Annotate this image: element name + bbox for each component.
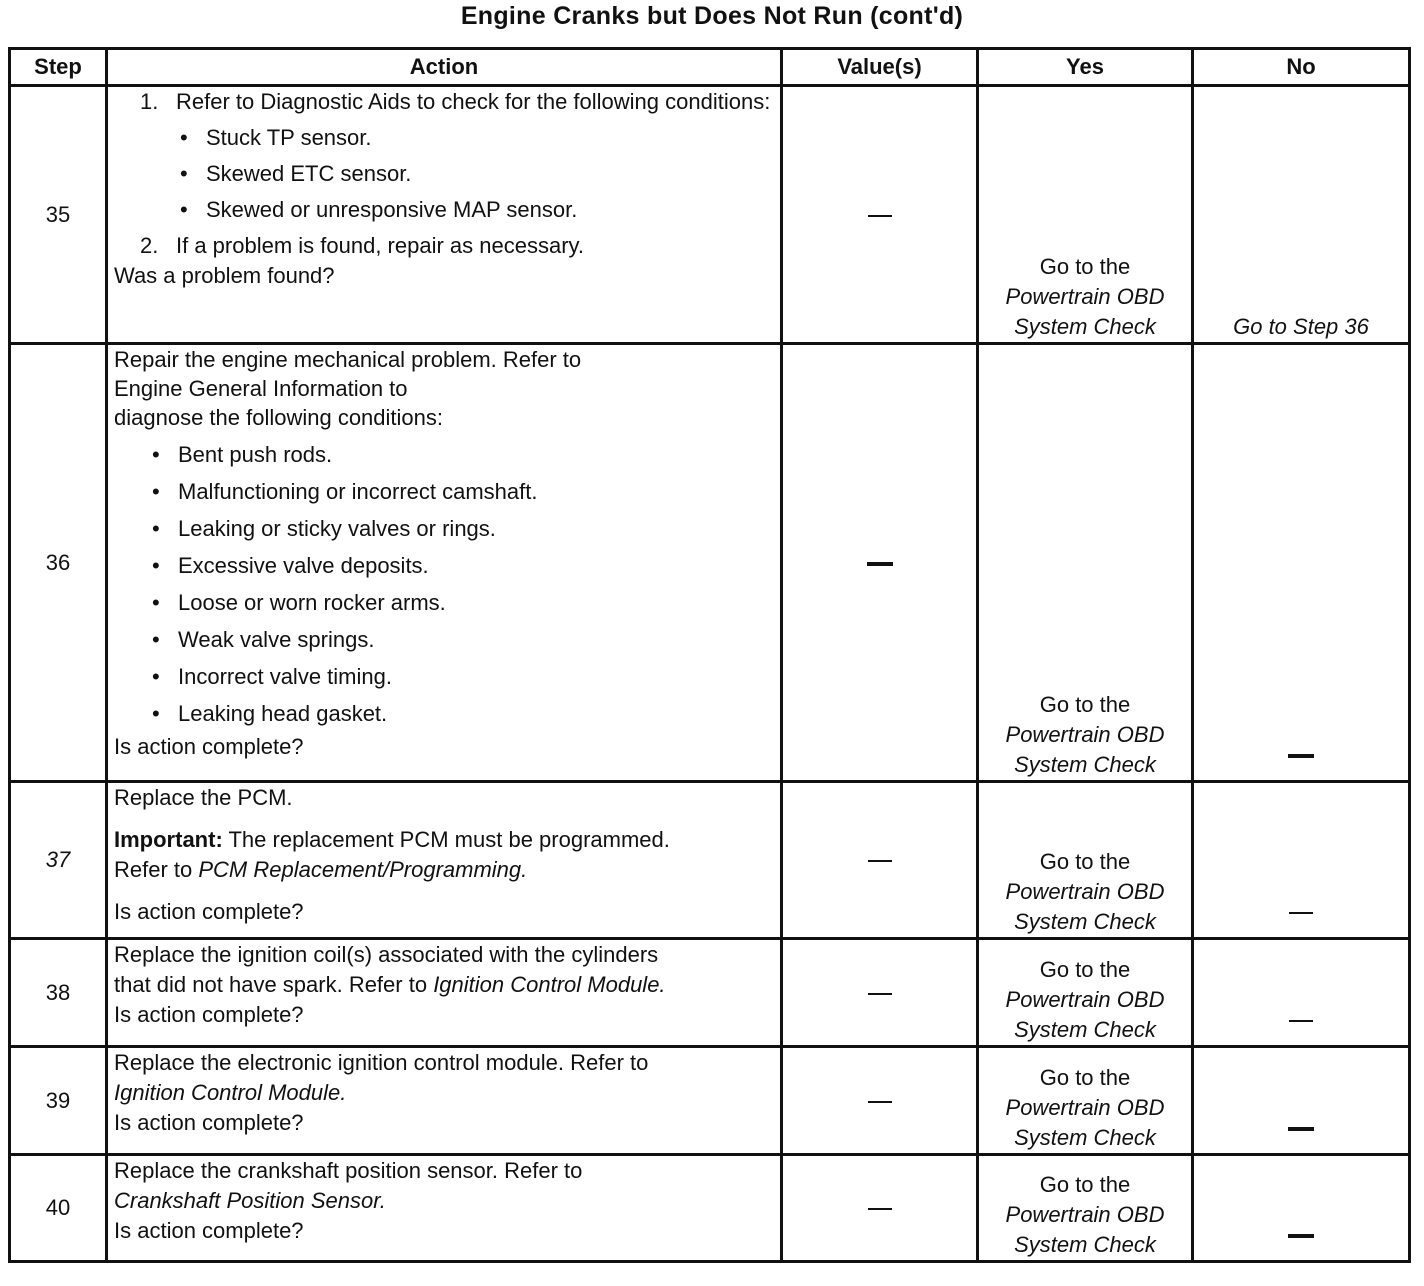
yes-line-3: System Check	[1014, 314, 1156, 339]
bullet-icon: •	[152, 701, 160, 726]
yes-line-1: Go to the	[1039, 957, 1131, 982]
important-text: The replacement PCM must be programmed.	[222, 827, 670, 852]
reference-link: Ignition Control Module.	[114, 1080, 347, 1105]
reference-link: Ignition Control Module.	[433, 972, 666, 997]
yes-line-3: System Check	[1014, 1232, 1156, 1257]
yes-line-2: Powertrain OBD	[1005, 284, 1165, 309]
bullet-icon: •	[180, 197, 188, 222]
yes-line-2: Powertrain OBD	[1005, 879, 1165, 904]
yes-cell	[978, 939, 1193, 1047]
list-item	[114, 123, 774, 153]
list-item	[114, 699, 774, 728]
yes-line-2: Powertrain OBD	[1005, 987, 1165, 1012]
yes-line-3: System Check	[1014, 909, 1156, 934]
yes-cell	[978, 1155, 1193, 1262]
header-action: Action	[107, 49, 782, 86]
table-row	[10, 86, 1410, 344]
action-cell	[107, 1047, 782, 1155]
yes-line-2: Powertrain OBD	[1005, 722, 1165, 747]
list-item	[114, 662, 774, 691]
header-row	[10, 49, 1410, 86]
item-text: If a problem is found, repair as necessary.	[176, 233, 585, 258]
question-text: Is action complete?	[114, 899, 304, 924]
table-row	[10, 344, 1410, 782]
question-text: Is action complete?	[114, 1218, 304, 1243]
bullet-icon: •	[180, 125, 188, 150]
numbered-item	[114, 231, 774, 261]
action-cell	[107, 939, 782, 1047]
bullet-icon: •	[152, 664, 160, 689]
bullet-icon: •	[152, 516, 160, 541]
yes-line-1: Go to the	[1039, 849, 1131, 874]
bullet-icon: •	[152, 627, 160, 652]
important-label: Important:	[114, 827, 223, 852]
diagnostic-table	[8, 47, 1411, 1263]
intro-line-3: diagnose the following conditions:	[114, 405, 444, 430]
bullet-text: Malfunctioning or incorrect camshaft.	[178, 479, 538, 504]
header-no: No	[1193, 49, 1410, 86]
no-goto-step: Go to Step 36	[1233, 314, 1369, 339]
dash-mark	[868, 1208, 892, 1210]
no-cell	[1193, 939, 1410, 1047]
list-item	[114, 440, 774, 469]
intro-line-1: Repair the engine mechanical problem. Refer to	[114, 347, 582, 372]
bullet-text: Leaking or sticky valves or rings.	[178, 516, 496, 541]
bullet-icon: •	[152, 553, 160, 578]
list-item	[114, 159, 774, 189]
yes-line-2: Powertrain OBD	[1005, 1095, 1165, 1120]
list-item	[114, 514, 774, 543]
no-cell	[1193, 782, 1410, 939]
header-step: Step	[10, 49, 107, 86]
list-item	[114, 588, 774, 617]
yes-cell	[978, 782, 1193, 939]
dash-mark	[1288, 1127, 1314, 1131]
step-number: 37	[10, 782, 107, 939]
value-cell	[782, 1155, 978, 1262]
dash-mark	[1288, 754, 1314, 758]
step-number: 36	[10, 344, 107, 782]
yes-line-1: Go to the	[1039, 1172, 1131, 1197]
question-text: Is action complete?	[114, 1110, 304, 1135]
yes-line-1: Go to the	[1039, 692, 1131, 717]
refer-line	[114, 970, 774, 1000]
dash-mark	[1288, 1234, 1314, 1238]
bullet-icon: •	[152, 590, 160, 615]
header-values: Value(s)	[782, 49, 978, 86]
page-title: Engine Cranks but Does Not Run (cont'd)	[460, 2, 964, 30]
item-number: 1.	[140, 89, 159, 114]
numbered-item	[114, 87, 774, 117]
intro-line-2: Engine General Information to	[114, 376, 408, 401]
action-cell	[107, 1155, 782, 1262]
list-item	[114, 625, 774, 654]
bullet-text: Skewed or unresponsive MAP sensor.	[206, 197, 578, 222]
yes-line-1: Go to the	[1039, 1065, 1131, 1090]
yes-line-3: System Check	[1014, 1017, 1156, 1042]
dash-mark	[1289, 912, 1313, 914]
yes-cell	[978, 86, 1193, 344]
dash-mark	[868, 1101, 892, 1103]
yes-line-3: System Check	[1014, 1125, 1156, 1150]
bullet-text: Skewed ETC sensor.	[206, 161, 412, 186]
important-note	[114, 825, 774, 855]
value-cell	[782, 344, 978, 782]
bullet-text: Bent push rods.	[178, 442, 333, 467]
bullet-text: Excessive valve deposits.	[178, 553, 429, 578]
action-line: Replace the ignition coil(s) associated with the cylinders	[114, 942, 659, 967]
question-text: Is action complete?	[114, 1002, 304, 1027]
value-cell	[782, 939, 978, 1047]
bullet-text: Weak valve springs.	[178, 627, 375, 652]
bullet-text: Incorrect valve timing.	[178, 664, 392, 689]
bullet-icon: •	[180, 161, 188, 186]
step-number: 39	[10, 1047, 107, 1155]
no-cell	[1193, 86, 1410, 344]
yes-line-3: System Check	[1014, 752, 1156, 777]
dash-mark	[868, 860, 892, 862]
dash-mark	[1289, 1020, 1313, 1022]
dash-mark	[868, 215, 892, 217]
table-row	[10, 782, 1410, 939]
refer-line	[114, 855, 774, 885]
value-cell	[782, 782, 978, 939]
table-row	[10, 1155, 1410, 1262]
no-cell	[1193, 1155, 1410, 1262]
dash-mark	[868, 993, 892, 995]
bullet-text: Leaking head gasket.	[178, 701, 388, 726]
item-number: 2.	[140, 233, 159, 258]
value-cell	[782, 1047, 978, 1155]
action-cell	[107, 86, 782, 344]
bullet-icon: •	[152, 479, 160, 504]
table-row	[10, 939, 1410, 1047]
yes-line-2: Powertrain OBD	[1005, 1202, 1165, 1227]
reference-link: Crankshaft Position Sensor.	[114, 1188, 386, 1213]
question-text: Is action complete?	[114, 734, 304, 759]
item-text: Refer to Diagnostic Aids to check for the following conditions:	[176, 89, 771, 114]
dash-mark	[867, 562, 893, 566]
action-cell	[107, 344, 782, 782]
bullet-text: Loose or worn rocker arms.	[178, 590, 446, 615]
no-cell	[1193, 344, 1410, 782]
action-cell	[107, 782, 782, 939]
refer-text: Refer to	[114, 857, 199, 882]
step-number: 40	[10, 1155, 107, 1262]
value-cell	[782, 86, 978, 344]
yes-cell	[978, 344, 1193, 782]
list-item	[114, 195, 774, 225]
step-number: 35	[10, 86, 107, 344]
bullet-text: Stuck TP sensor.	[206, 125, 372, 150]
step-number: 38	[10, 939, 107, 1047]
list-item	[114, 551, 774, 580]
yes-cell	[978, 1047, 1193, 1155]
reference-link: PCM Replacement/Programming.	[198, 857, 528, 882]
action-line: Replace the electronic ignition control module. Refer to	[114, 1050, 649, 1075]
yes-line-1: Go to the	[1039, 254, 1131, 279]
bullet-icon: •	[152, 442, 160, 467]
action-line: Replace the PCM.	[114, 785, 293, 810]
no-cell	[1193, 1047, 1410, 1155]
list-item	[114, 477, 774, 506]
question-text: Was a problem found?	[114, 263, 335, 288]
header-yes: Yes	[978, 49, 1193, 86]
table-row	[10, 1047, 1410, 1155]
action-line: Replace the crankshaft position sensor. Refer to	[114, 1158, 583, 1183]
refer-text: that did not have spark. Refer to	[114, 972, 434, 997]
